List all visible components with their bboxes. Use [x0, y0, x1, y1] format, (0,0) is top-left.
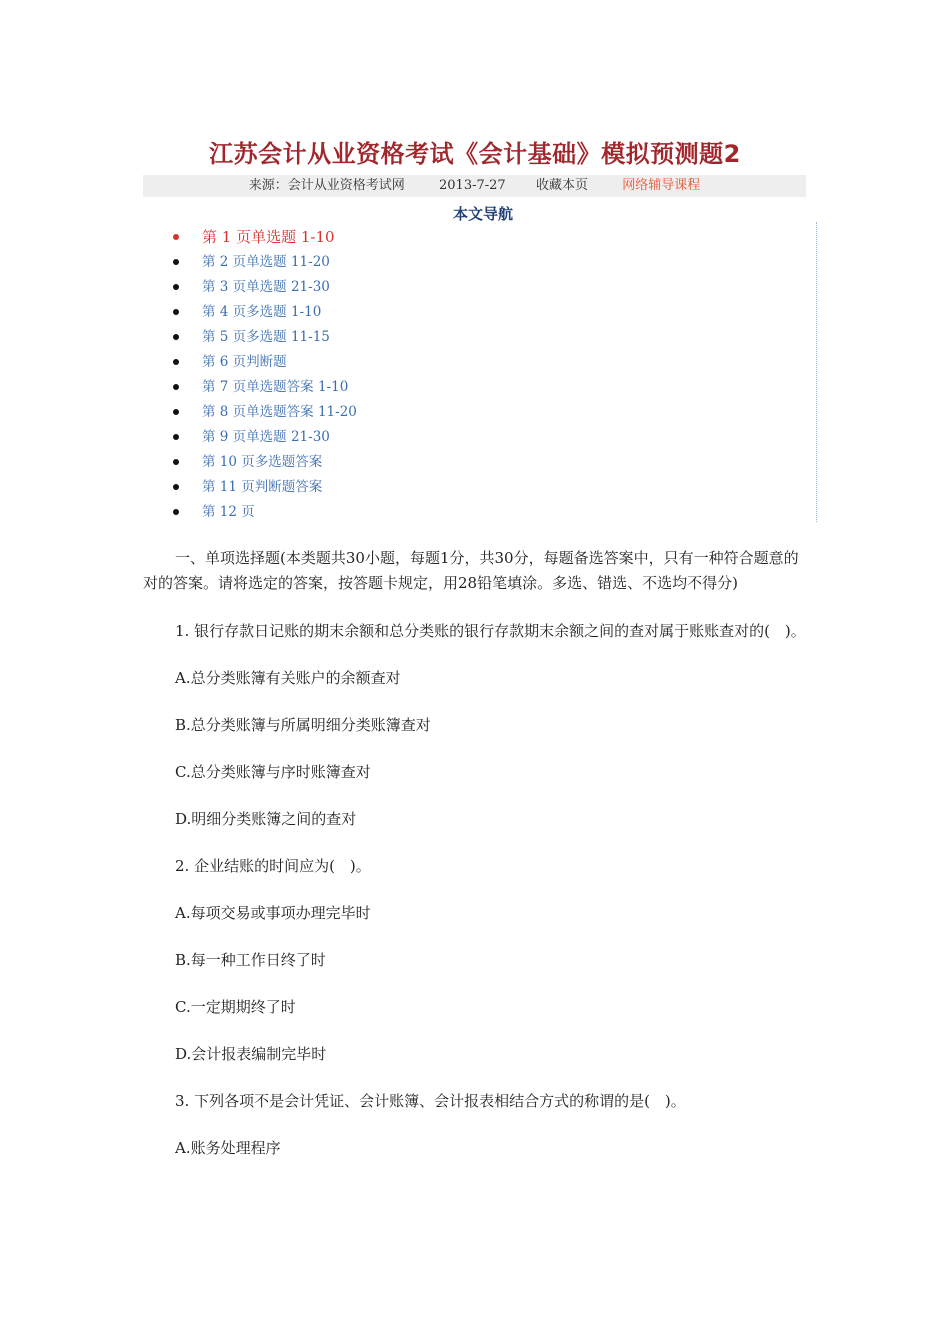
bullet-icon: [173, 284, 179, 290]
nav-item-page-2[interactable]: [143, 251, 357, 276]
question-1: 1. 银行存款日记账的期末余额和总分类账的银行存款期末余额之间的查对属于账账查对的( )。: [175, 622, 806, 640]
nav-item-page-11[interactable]: [143, 476, 357, 501]
bullet-icon: [173, 334, 179, 340]
question-2-option-d: D.会计报表编制完毕时: [175, 1045, 327, 1063]
section-intro: 一、单项选择题(本类题共30小题，每题1分，共30分，每题备选答案中，只有一种符合题意的对的答案。请将选定的答案，按答题卡规定，用28铅笔填涂。多选、错选、不选均不得分): [143, 549, 799, 592]
nav-item-page-7[interactable]: [143, 376, 357, 401]
bullet-icon: [173, 409, 179, 415]
nav-list: [143, 226, 357, 526]
nav-item-page-6[interactable]: [143, 351, 357, 376]
nav-item-page-8[interactable]: [143, 401, 357, 426]
question-2-option-a: A.每项交易或事项办理完毕时: [175, 904, 371, 922]
nav-item-label[interactable]: 第 3 页单选题 21-30: [202, 279, 330, 295]
question-1-option-c: C.总分类账簿与序时账簿查对: [175, 763, 371, 781]
question-2-option-c: C.一定期期终了时: [175, 998, 296, 1016]
bullet-icon: [173, 234, 179, 240]
bullet-icon: [173, 434, 179, 440]
page-title: 江苏会计从业资格考试《会计基础》模拟预测题2: [209, 140, 741, 168]
bookmark-link[interactable]: 收藏本页: [535, 178, 588, 193]
nav-item-label[interactable]: 第 6 页判断题: [202, 354, 287, 370]
nav-item-label[interactable]: 第 9 页单选题 21-30: [202, 429, 330, 445]
nav-item-label[interactable]: 第 7 页单选题答案 1-10: [202, 379, 349, 395]
nav-item-label[interactable]: 第 8 页单选题答案 11-20: [202, 404, 357, 420]
nav-item-page-9[interactable]: [143, 426, 357, 451]
question-3: 3. 下列各项不是会计凭证、会计账簿、会计报表相结合方式的称谓的是( )。: [175, 1092, 686, 1110]
source-text: 来源：会计从业资格考试网: [248, 178, 405, 193]
nav-item-label[interactable]: 第 10 页多选题答案: [202, 454, 323, 470]
bullet-icon: [173, 459, 179, 465]
question-2-option-b: B.每一种工作日终了时: [175, 951, 326, 969]
nav-item-label[interactable]: 第 4 页多选题 1-10: [202, 304, 322, 320]
nav-item-page-5[interactable]: [143, 326, 357, 351]
question-1-option-d: D.明细分类账簿之间的查对: [175, 810, 357, 828]
question-1-option-a: A.总分类账簿有关账户的余额查对: [175, 669, 401, 687]
course-link[interactable]: 网络辅导课程: [622, 178, 701, 193]
bullet-icon: [173, 259, 179, 265]
bullet-icon: [173, 484, 179, 490]
nav-title: 本文导航: [452, 205, 513, 223]
nav-item-label[interactable]: 第 12 页: [202, 504, 255, 520]
question-3-option-a: A.账务处理程序: [175, 1139, 281, 1157]
article-nav: [143, 222, 817, 522]
nav-item-page-10[interactable]: [143, 451, 357, 476]
nav-item-page-12[interactable]: [143, 501, 357, 526]
bullet-icon: [173, 384, 179, 390]
nav-item-label[interactable]: 第 5 页多选题 11-15: [202, 329, 330, 345]
nav-item-label[interactable]: 第 1 页单选题 1-10: [202, 228, 335, 246]
bullet-icon: [173, 309, 179, 315]
nav-item-label[interactable]: 第 2 页单选题 11-20: [202, 254, 330, 270]
meta-bar: [143, 175, 806, 197]
nav-item-page-3[interactable]: [143, 276, 357, 301]
article-content: [143, 546, 807, 1161]
nav-item-label[interactable]: 第 11 页判断题答案: [202, 479, 323, 495]
nav-item-page-1[interactable]: [143, 226, 357, 251]
nav-item-page-4[interactable]: [143, 301, 357, 326]
question-1-option-b: B.总分类账簿与所属明细分类账簿查对: [175, 716, 431, 734]
bullet-icon: [173, 509, 179, 515]
bullet-icon: [173, 359, 179, 365]
date-text: 2013-7-27: [439, 178, 506, 193]
question-2: 2. 企业结账的时间应为( )。: [175, 857, 371, 875]
